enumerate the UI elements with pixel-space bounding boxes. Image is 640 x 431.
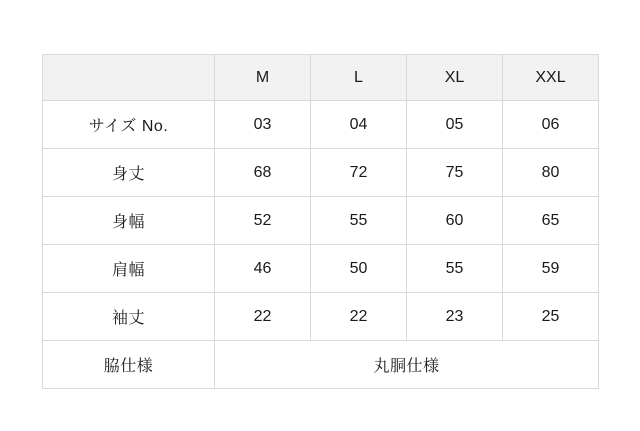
table-header-row (43, 55, 599, 101)
cell-body-width-xxl: 65 (503, 197, 599, 245)
cell-body-length-xl: 75 (407, 149, 503, 197)
cell-body-length-xxl: 80 (503, 149, 599, 197)
table-row (43, 149, 599, 197)
cell-body-width-m: 52 (215, 197, 311, 245)
cell-size-no-l: 04 (311, 101, 407, 149)
row-label-shoulder-width: 肩幅 (43, 245, 215, 293)
table-row (43, 293, 599, 341)
row-label-side-spec: 脇仕様 (43, 341, 215, 389)
table-corner-cell (43, 55, 215, 101)
cell-size-no-xxl: 06 (503, 101, 599, 149)
cell-sleeve-length-xxl: 25 (503, 293, 599, 341)
cell-shoulder-width-l: 50 (311, 245, 407, 293)
row-label-body-width: 身幅 (43, 197, 215, 245)
cell-body-length-l: 72 (311, 149, 407, 197)
table-row (43, 341, 599, 389)
cell-body-width-l: 55 (311, 197, 407, 245)
cell-sleeve-length-m: 22 (215, 293, 311, 341)
cell-body-width-xl: 60 (407, 197, 503, 245)
cell-shoulder-width-m: 46 (215, 245, 311, 293)
cell-shoulder-width-xxl: 59 (503, 245, 599, 293)
column-header-l: L (311, 55, 407, 101)
cell-size-no-m: 03 (215, 101, 311, 149)
cell-shoulder-width-xl: 55 (407, 245, 503, 293)
table-body (43, 101, 599, 389)
cell-body-length-m: 68 (215, 149, 311, 197)
cell-size-no-xl: 05 (407, 101, 503, 149)
table-row (43, 197, 599, 245)
cell-side-spec-merged: 丸胴仕様 (215, 341, 599, 389)
table-row (43, 245, 599, 293)
row-label-sleeve-length: 袖丈 (43, 293, 215, 341)
column-header-xl: XL (407, 55, 503, 101)
table-row (43, 101, 599, 149)
row-label-body-length: 身丈 (43, 149, 215, 197)
cell-sleeve-length-xl: 23 (407, 293, 503, 341)
row-label-size-no: サイズ No. (43, 101, 215, 149)
cell-sleeve-length-l: 22 (311, 293, 407, 341)
size-table-container (42, 54, 598, 389)
column-header-m: M (215, 55, 311, 101)
size-table (42, 54, 599, 389)
column-header-xxl: XXL (503, 55, 599, 101)
table-header (43, 55, 599, 101)
